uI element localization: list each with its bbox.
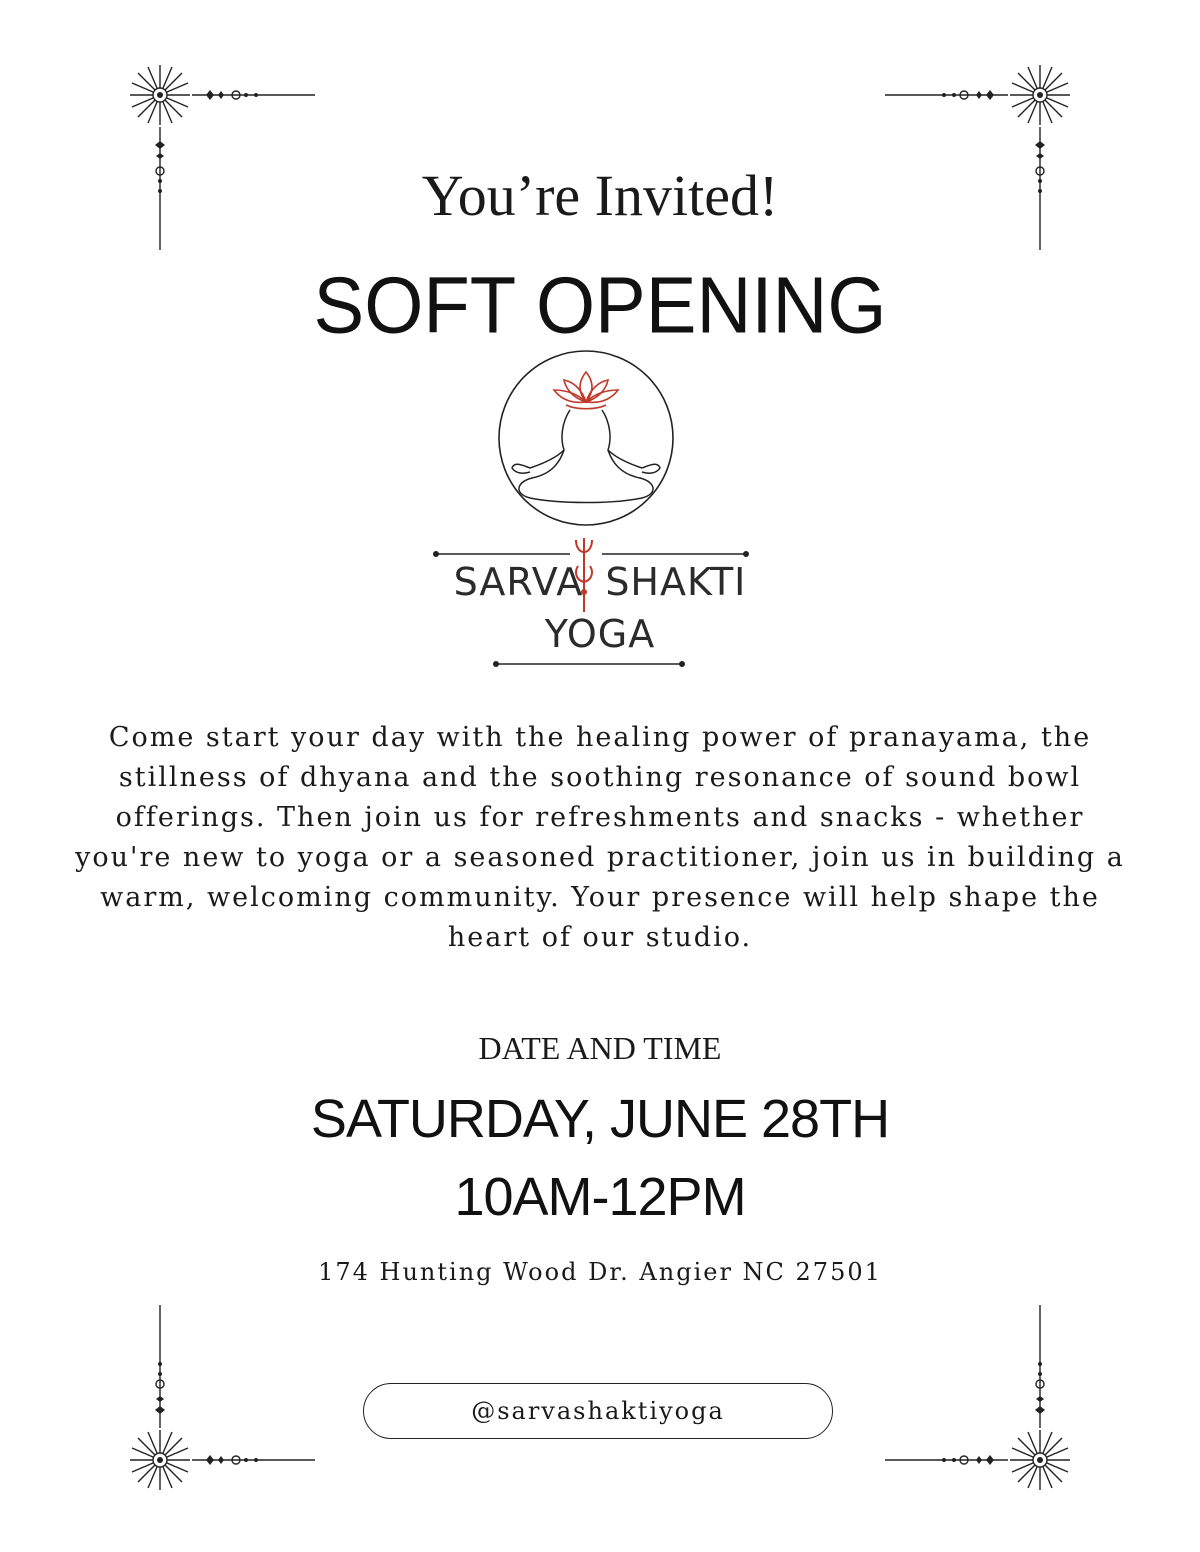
corner-ornament-bottom-left	[120, 1300, 320, 1500]
starburst-ornament-icon	[880, 1300, 1080, 1500]
event-description: Come start your day with the healing power of pranayama, the stillness of dhyana and the soothing resonance of sound bowl offerings. Then join us for refreshments and snacks - whether you're new to yoga or a seasoned practitioner, join us in building a warm, welcoming community. Your presence will help shape the heart of our studio.	[75, 722, 1125, 953]
corner-ornament-bottom-right	[880, 1300, 1080, 1500]
event-date: SATURDAY, JUNE 28TH	[310, 1089, 890, 1149]
date-time-heading: DATE AND TIME	[478, 1030, 722, 1066]
brand-name-line	[420, 560, 780, 604]
social-handle-button[interactable]	[363, 1383, 833, 1439]
starburst-ornament-icon	[120, 1300, 320, 1500]
event-title: SOFT OPENING	[313, 260, 887, 351]
brand-name-right: SHAKTI	[605, 560, 747, 604]
social-handle-label: @sarvashaktiyoga	[471, 1397, 725, 1425]
brand-name-left: SARVA	[453, 560, 584, 604]
brand-name-bottom: YOGA	[544, 612, 656, 656]
event-address: 174 Hunting Wood Dr. Angier NC 27501	[318, 1258, 882, 1286]
invite-heading: You’re Invited!	[421, 163, 779, 228]
event-time: 10AM-12PM	[454, 1167, 746, 1227]
brand-logo	[420, 350, 780, 680]
